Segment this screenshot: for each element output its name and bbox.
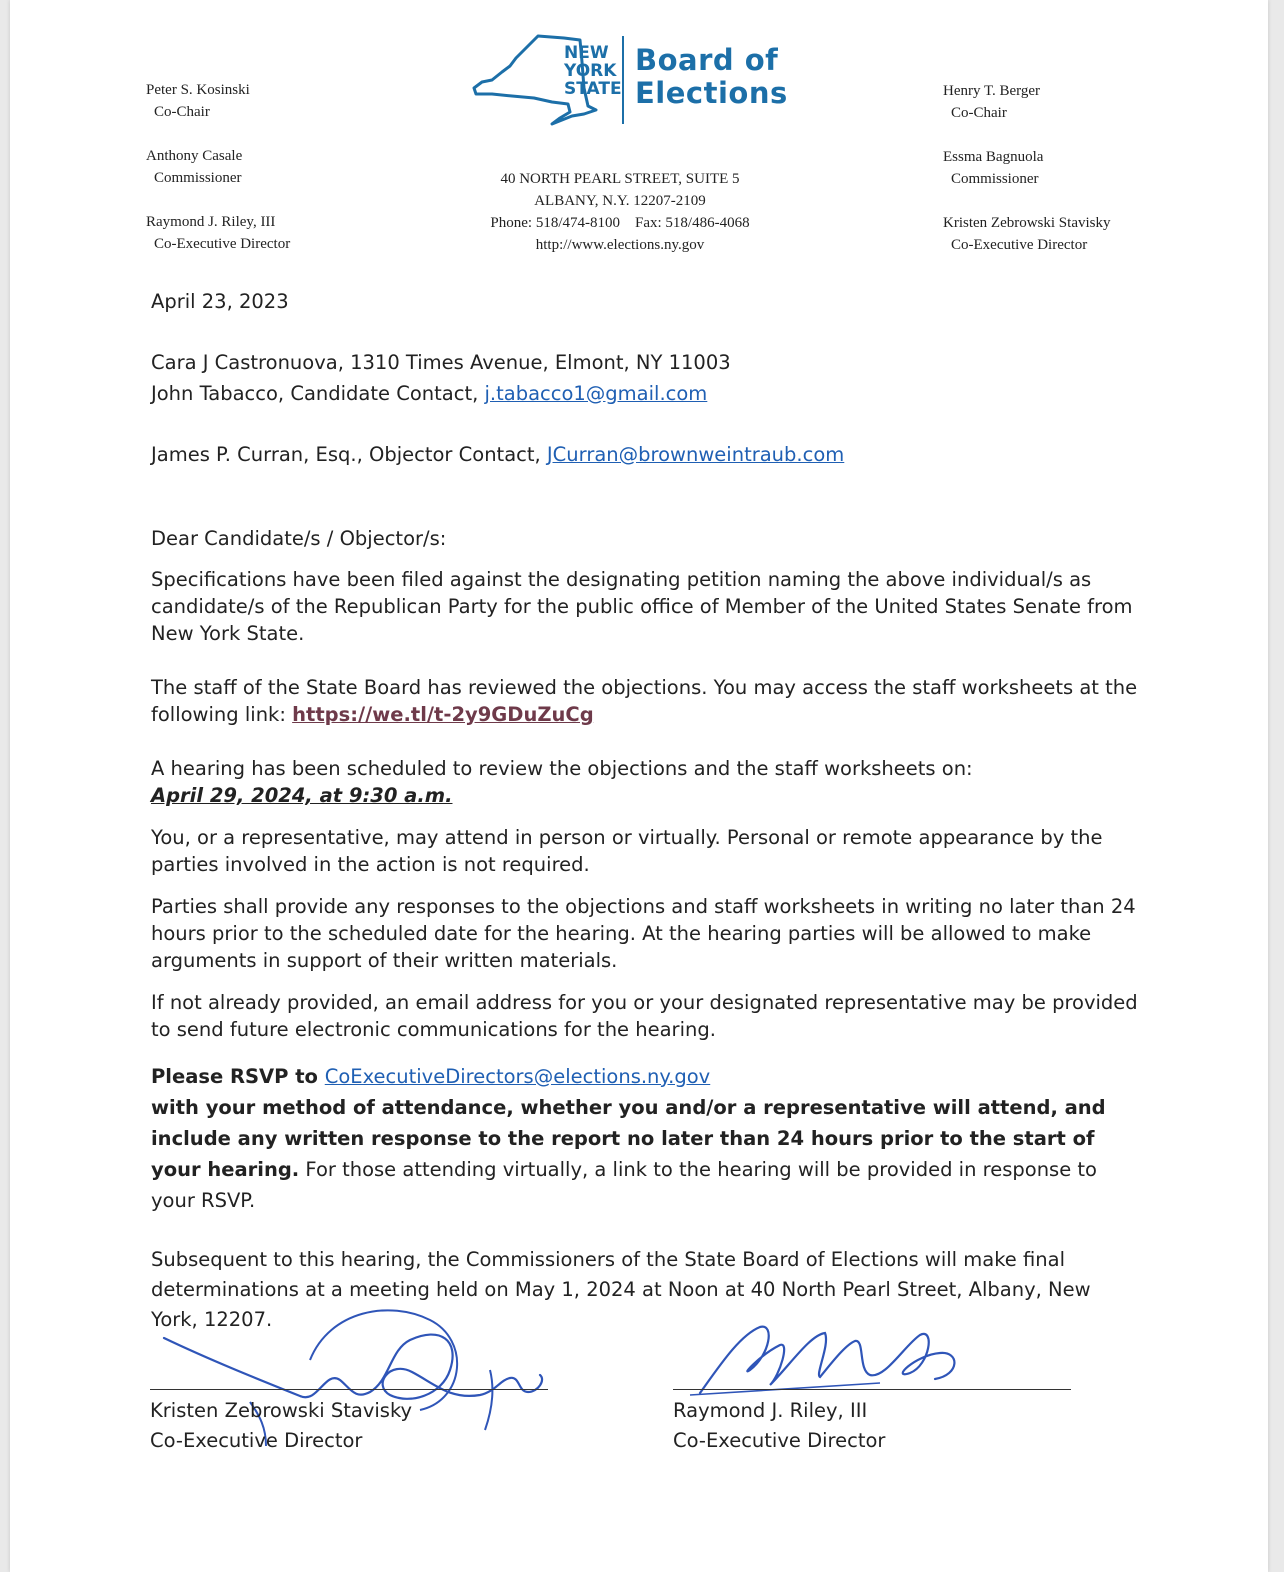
letter-page [10,0,1268,1572]
paragraph-2-text: The staff of the State Board has reviewed the objections. You may access the staff worksheets at the following link: [151,676,1138,726]
recipient-line-3 [151,439,1141,470]
paragraph-6: If not already provided, an email address for you or your designated representative may be provided to send future electronic communications for the hearing. [151,991,1138,1041]
letter-body [151,288,1141,1335]
paragraph-4: You, or a representative, may attend in person or virtually. Personal or remote appearance by the parties involved in the action is not required. [151,826,1103,876]
signature-block-right [673,1396,1073,1456]
address-city: ALBANY, N.Y. 12207-2109 [534,193,706,209]
signer-title: Co-Executive Director [150,1429,363,1452]
official-name: Kristen Zebrowski Stavisky [943,215,1111,231]
worksheets-link[interactable]: https://we.tl/t-2y9GDuZuCg [292,703,594,726]
signature-line-right [673,1389,1071,1390]
paragraph-3: A hearing has been scheduled to review the objections and the staff worksheets on: [151,757,973,780]
salutation: Dear Candidate/s / Objector/s: [151,527,447,550]
logo-state-line-3: STATE [564,79,622,99]
official-name: Essma Bagnuola [943,149,1044,165]
rsvp-instructions: with your method of attendance, whether you and/or a representative will attend, and include any written response to the report no later than 24 hours prior to the start of your hearing. [151,1096,1106,1181]
logo-state-line-1: NEW [564,43,609,63]
official-name: Peter S. Kosinski [146,82,250,98]
official-name: Raymond J. Riley, III [146,214,276,230]
hearing-date-text: April 29, 2024, at 9:30 a.m. [151,784,453,807]
hearing-date [151,782,1141,809]
official-title: Commissioner [951,171,1039,187]
address-fax: Fax: 518/486-4068 [635,215,750,231]
logo-title-line-2: Elections [635,76,788,110]
address-phone: Phone: 518/474-8100 [490,215,620,231]
candidate-email-link[interactable]: j.tabacco1@gmail.com [484,382,708,405]
signature-riley [680,1315,980,1405]
rsvp-label: Please RSVP to [151,1065,325,1088]
official-title: Commissioner [154,170,242,186]
logo-state-line-2: YORK [564,61,617,81]
paragraph-8: Subsequent to this hearing, the Commissioners of the State Board of Elections will make final determinations at a meeting held on May 1, 2024 at Noon at 40 North Pearl Street, Albany, New York, 12207. [151,1248,1091,1331]
recipient-line-2-text: John Tabacco, Candidate Contact, [151,382,485,405]
signature-line-left [150,1389,548,1390]
official-name: Henry T. Berger [943,83,1041,99]
paragraph-1: Specifications have been filed against the designating petition naming the above individual/s as candidate/s of the Republican Party for the public office of Member of the United States Senate from New York State. [151,568,1133,645]
recipient-line-3-text: James P. Curran, Esq., Objector Contact, [151,443,547,466]
recipient-line-2 [151,378,1141,409]
signer-title: Co-Executive Director [673,1429,886,1452]
official-title: Co-Chair [951,105,1007,121]
letterhead-address [420,168,820,256]
address-street: 40 NORTH PEARL STREET, SUITE 5 [500,171,740,187]
signer-name: Kristen Zebrowski Stavisky [150,1399,413,1422]
official-title: Co-Executive Director [951,237,1088,253]
objector-email-link[interactable]: JCurran@brownweintraub.com [546,443,845,466]
letter-date: April 23, 2023 [151,290,289,313]
official-title: Co-Chair [154,104,210,120]
address-phone-fax [420,212,820,234]
signer-name: Raymond J. Riley, III [673,1399,868,1422]
right-officials [943,80,1223,256]
paragraph-2 [151,674,1141,728]
signature-block-left [150,1396,550,1456]
left-officials [146,79,406,255]
recipient-line-1: Cara J Castronuova, 1310 Times Avenue, Elmont, NY 11003 [151,351,731,374]
rsvp-virtual-note: For those attending virtually, a link to the hearing will be provided in response to your RSVP. [151,1158,1097,1212]
logo-divider [622,36,624,124]
paragraph-7 [151,1061,1141,1216]
official-name: Anthony Casale [146,148,243,164]
logo-title-line-1: Board of [635,43,779,77]
rsvp-email-link[interactable]: CoExecutiveDirectors@elections.ny.gov [324,1065,711,1088]
official-title: Co-Executive Director [154,236,291,252]
paragraph-5: Parties shall provide any responses to the objections and staff worksheets in writing no later than 24 hours prior to the scheduled date for the hearing. At the hearing parties will be allowed to make arguments in support of their written materials. [151,895,1136,972]
address-web[interactable]: http://www.elections.ny.gov [535,237,705,253]
nys-boe-logo [472,32,788,127]
